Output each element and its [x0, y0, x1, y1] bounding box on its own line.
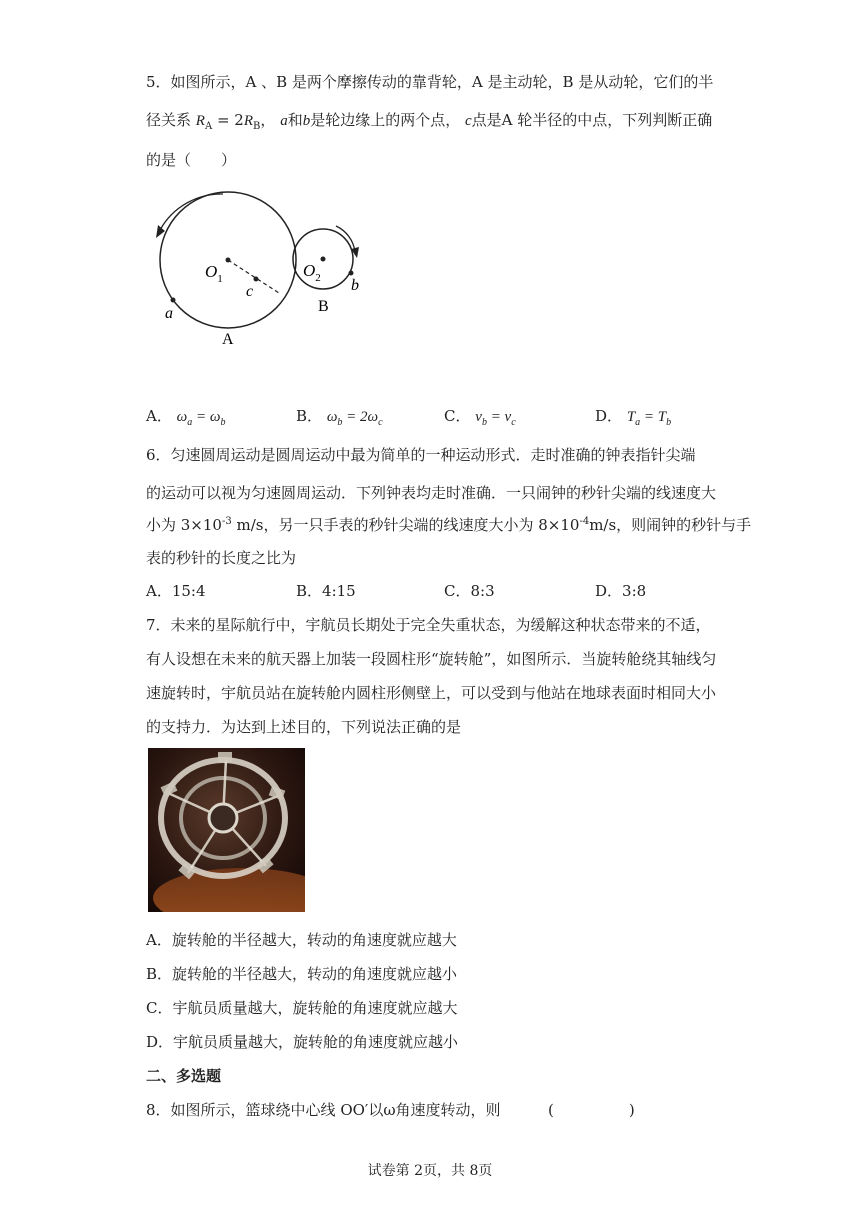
q6-line-3 [146, 515, 751, 538]
q5-and: 和 [287, 111, 303, 129]
option-c-eq: = v [486, 409, 512, 425]
q8-answer-bracket: ( ) [548, 1101, 635, 1119]
q7-line-3: 速旋转时，宇航员站在旋转舱内圆柱形侧壁上，可以受到与他站在地球表面时相同大小 [146, 684, 717, 702]
label-b: b [351, 277, 359, 294]
q6-line3-part1: 小为 3×10 [146, 516, 222, 534]
r-subscript-a: A [204, 121, 213, 132]
point-b-dot [349, 271, 354, 276]
cabin-hub [209, 804, 237, 832]
point-c-dot [254, 277, 259, 282]
r-subscript-b: B [253, 121, 261, 132]
point-a-symbol: a [280, 113, 288, 129]
q6-option-d: D．3:8 [595, 582, 647, 600]
q5-option-b [296, 406, 383, 429]
q6-exponent-2: -4 [579, 516, 590, 527]
option-b-label: B． [296, 407, 323, 425]
section-2-title: 二、多选题 [146, 1067, 222, 1085]
rotating-cabin-photo [148, 748, 305, 912]
r-symbol: R [195, 113, 205, 129]
q5-option-a [146, 406, 225, 429]
q7-option-c: C．宇航员质量越大，旋转舱的角速度就应越大 [146, 999, 458, 1017]
option-b-omega: ω [326, 409, 338, 425]
q7-option-a: A．旋转舱的半径越大，转动的角速度就应越大 [146, 931, 457, 949]
q7-line-2: 有人设想在未来的航天器上加装一段圆柱形“旋转舱”，如图所示．当旋转舱绕其轴线匀 [146, 650, 717, 668]
option-b-sub1: b [337, 417, 343, 428]
option-a-omega: ω [176, 409, 188, 425]
option-d-sub2: b [666, 417, 672, 428]
option-c-sub1: b [481, 417, 487, 428]
label-a: a [165, 305, 173, 322]
label-wheel-a: A [222, 331, 234, 348]
page-footer: 试卷第 2页，共 8页 [367, 1163, 493, 1179]
q6-line-1: 6．匀速圆周运动是圆周运动中最为简单的一种运动形式．走时准确的钟表指针尖端 [146, 446, 696, 464]
q5-text-end: 点是A 轮半径的中点，下列判断正确 [471, 111, 713, 129]
q5-option-d [595, 406, 671, 429]
option-b-sub2: c [378, 417, 383, 428]
equation-part: = 2 [212, 111, 244, 129]
option-d-sub1: a [635, 417, 641, 428]
option-c-sub2: c [511, 417, 516, 428]
q5-option-c [444, 406, 516, 429]
q5-line-1: 5．如图所示，A 、B 是两个摩擦传动的靠背轮，A 是主动轮，B 是从动轮，它们的半 [146, 73, 714, 91]
radius-dashed-line [228, 260, 279, 293]
q6-line3-part2: m/s，另一只手表的秒针尖端的线速度大小为 8×10 [231, 516, 580, 534]
option-d-label: D． [595, 407, 623, 425]
q6-line-4: 表的秒针的长度之比为 [146, 549, 297, 567]
q6-line-2: 的运动可以视为匀速圆周运动．下列钟表均走时准确．一只闹钟的秒针尖端的线速度大 [146, 484, 717, 502]
center-o1-dot [226, 258, 231, 263]
point-a-dot [171, 298, 176, 303]
option-d-eq: = T [640, 409, 667, 425]
option-b-eq: = 2ω [342, 409, 379, 425]
q5-line-2 [146, 110, 712, 133]
q6-exponent-1: -3 [221, 516, 232, 527]
label-o1: $O_1$ [205, 262, 223, 285]
q5-line-3: 的是（ ） [146, 151, 237, 169]
q7-line-4: 的支持力．为达到上述目的，下列说法正确的是 [146, 718, 462, 736]
option-a-sub2: b [220, 417, 226, 428]
option-c-label: C． [444, 407, 471, 425]
option-a-eq: = ω [192, 409, 221, 425]
q6-option-a: A．15:4 [146, 582, 206, 600]
q5-text-suffix: 是轮边缘上的两个点， [310, 111, 461, 129]
r-symbol: R [243, 113, 254, 129]
label-c: c [246, 283, 254, 300]
option-d-t: T [626, 409, 636, 425]
friction-wheels-diagram [148, 180, 378, 350]
q7-option-d: D．宇航员质量越大，旋转舱的角速度就应越小 [146, 1033, 459, 1051]
q5-text-prefix: 径关系 [146, 111, 192, 129]
q6-line3-part3: m/s，则闹钟的秒针与手 [589, 516, 752, 534]
center-o2-dot [321, 257, 326, 262]
point-b-symbol: b [302, 113, 311, 129]
label-wheel-b: B [318, 298, 329, 315]
point-c-symbol: c [465, 113, 472, 129]
q5-comma: ， [260, 111, 276, 129]
q6-option-c: C．8:3 [444, 582, 495, 600]
option-a-label: A． [146, 407, 172, 425]
q7-option-b: B．旋转舱的半径越大，转动的角速度就应越小 [146, 965, 458, 983]
q6-option-b: B．4:15 [296, 582, 356, 600]
q7-line-1: 7．未来的星际航行中，宇航员长期处于完全失重状态，为缓解这种状态带来的不适， [146, 616, 711, 634]
option-a-sub1: a [187, 417, 193, 428]
q8-line-1: 8．如图所示，篮球绕中心线 OO′以ω角速度转动，则 [146, 1101, 501, 1119]
label-o2: $O_2$ [303, 261, 321, 284]
option-c-v: v [475, 409, 482, 425]
